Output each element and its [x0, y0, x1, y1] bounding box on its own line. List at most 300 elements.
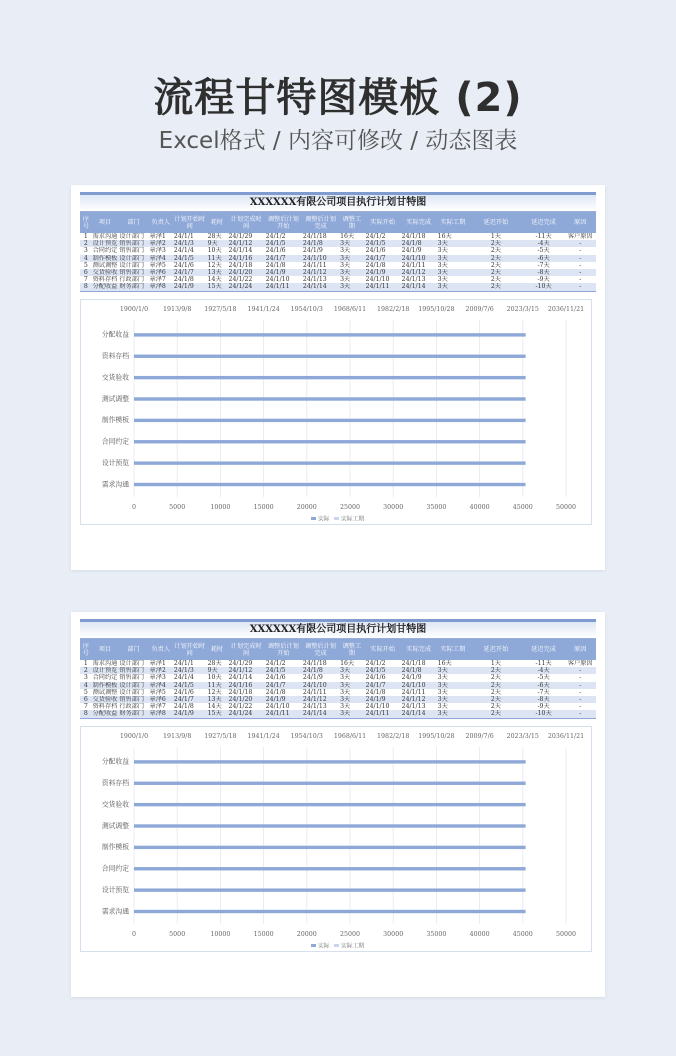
category-label: 交货验收	[101, 799, 129, 808]
table-cell: -4天	[523, 240, 565, 247]
table-cell: 7	[80, 703, 92, 710]
bar-actual	[134, 482, 525, 485]
table-cell: -11天	[523, 660, 565, 667]
table-row	[80, 233, 596, 240]
table-cell: 24/1/18	[302, 233, 339, 240]
table-cell: 章泽1	[149, 660, 173, 667]
table-cell: 24/1/8	[365, 262, 401, 269]
table-cell: 24/1/9	[265, 269, 302, 276]
table-cell: 交货验收	[92, 269, 118, 277]
table-cell: 章泽6	[149, 696, 173, 703]
bar-duration	[525, 888, 526, 891]
legend-label: 实际	[318, 943, 330, 949]
table-cell: 24/1/6	[173, 689, 207, 696]
column-header: 负责人	[149, 639, 173, 660]
category-label: 资料存档	[101, 778, 129, 787]
table-row	[80, 696, 596, 703]
table-cell: 12天	[207, 689, 228, 696]
bar-duration	[525, 333, 526, 336]
table-cell: -	[564, 283, 596, 291]
table-cell: 需求沟通	[92, 233, 118, 241]
table-cell: 24/1/10	[302, 682, 339, 689]
table-cell: 24/1/2	[365, 660, 401, 667]
top-axis-tick-label: 2036/11/21	[547, 305, 585, 313]
table-cell: 24/1/10	[401, 255, 437, 262]
category-label: 需求沟通	[101, 479, 129, 488]
table-cell: 24/1/13	[401, 276, 437, 283]
table-cell: -	[564, 689, 596, 696]
table-cell: 24/1/13	[401, 703, 437, 710]
table-cell: 24/1/24	[228, 283, 265, 291]
table-cell: 章泽7	[149, 276, 173, 283]
table-cell: -6天	[523, 682, 565, 689]
bottom-axis-tick-label: 40000	[469, 930, 490, 938]
column-header: 计划完成时间	[228, 212, 265, 233]
table-cell: 章泽8	[149, 710, 173, 718]
table-cell: 24/1/18	[228, 689, 265, 696]
table-cell: 2天	[469, 269, 522, 276]
category-label: 测试调整	[101, 394, 129, 403]
table-header-row	[80, 639, 596, 660]
table-cell: 交货验收	[92, 696, 118, 704]
table-cell: 3天	[339, 696, 365, 703]
column-header: 项目	[92, 212, 119, 233]
bottom-axis-tick-label: 50000	[555, 503, 577, 511]
table-cell: 24/1/8	[401, 667, 437, 674]
table-cell: -5天	[523, 674, 565, 681]
bottom-axis-tick-label: 40000	[469, 503, 490, 511]
table-cell: 章泽2	[149, 667, 173, 674]
table-cell: 24/1/16	[228, 682, 265, 689]
table-cell: 24/1/10	[265, 276, 302, 283]
bar-actual	[134, 824, 525, 827]
table-cell: 6	[80, 696, 92, 703]
table-cell: 24/1/8	[173, 276, 207, 283]
top-axis-tick-label: 1941/1/24	[247, 305, 280, 313]
table-cell: 24/1/13	[302, 276, 339, 283]
table-cell: -9天	[523, 703, 565, 710]
column-header: 延迟开始	[469, 212, 522, 233]
bottom-axis-tick-label: 20000	[296, 503, 317, 511]
table-cell: -	[564, 703, 596, 710]
table-cell: 24/1/12	[228, 667, 265, 674]
column-header: 计划完成时间	[228, 639, 265, 660]
table-cell: -	[564, 240, 596, 247]
table-cell: 24/1/18	[401, 660, 437, 667]
category-label: 分配收益	[101, 330, 129, 339]
category-label: 分配收益	[101, 757, 129, 766]
table-cell: 24/1/14	[302, 283, 339, 291]
column-header: 调整工期	[339, 639, 365, 660]
table-cell: 16天	[339, 233, 365, 240]
bar-actual	[134, 888, 525, 891]
spreadsheet-preview-1	[71, 185, 605, 570]
table-cell: 设计部门	[118, 689, 148, 696]
column-header: 实际完成	[401, 212, 437, 233]
table-cell: 24/1/12	[228, 240, 265, 247]
table-cell: 24/1/9	[401, 674, 437, 681]
column-header: 部门	[118, 212, 148, 233]
column-header: 调整后计划开始	[265, 639, 302, 660]
table-cell: 24/1/11	[302, 689, 339, 696]
top-axis-tick-label: 1913/9/8	[163, 732, 192, 740]
table-cell: 2天	[469, 689, 522, 696]
top-axis-tick-label: 1968/6/11	[333, 732, 367, 740]
bottom-axis-tick-label: 15000	[253, 503, 274, 511]
table-cell: 销售部门	[118, 240, 148, 247]
table-row	[80, 710, 596, 718]
table-cell: 3	[80, 247, 92, 254]
table-cell: 3天	[437, 276, 470, 283]
table-cell: 24/1/14	[401, 710, 437, 718]
table-cell: 24/1/22	[228, 703, 265, 710]
column-header: 延迟开始	[469, 639, 522, 660]
table-row	[80, 262, 596, 269]
table-cell: -	[564, 674, 596, 681]
table-cell: 13天	[207, 696, 228, 703]
table-cell: 24/1/4	[173, 247, 207, 254]
bottom-axis-tick-label: 0	[131, 930, 137, 938]
table-cell: -	[564, 667, 596, 674]
bar-duration	[525, 482, 526, 485]
bar-duration	[525, 375, 526, 378]
table-cell: 3天	[339, 682, 365, 689]
legend-label: 实际工期	[341, 516, 365, 522]
chart-legend	[311, 514, 364, 522]
bar-actual	[134, 375, 525, 378]
column-header: 计划开始时间	[173, 212, 207, 233]
table-cell: 3天	[339, 674, 365, 681]
table-cell: 销售部门	[118, 696, 148, 703]
table-cell: 3天	[437, 696, 470, 703]
table-cell: 章泽1	[149, 233, 173, 240]
table-cell: 24/1/7	[173, 269, 207, 276]
table-cell: 24/1/10	[302, 255, 339, 262]
bar-actual	[134, 440, 525, 443]
column-header: 部门	[118, 639, 148, 660]
sheet-content	[80, 192, 596, 525]
table-row	[80, 269, 596, 276]
table-cell: 24/1/9	[302, 247, 339, 254]
table-cell: 24/1/5	[365, 667, 401, 674]
bar-duration	[525, 440, 526, 443]
table-cell: 3天	[339, 689, 365, 696]
top-axis-tick-label: 1982/2/18	[377, 305, 410, 313]
column-header: 实际工期	[437, 639, 470, 660]
table-cell: 销售部门	[118, 667, 148, 674]
table-cell: -7天	[523, 262, 565, 269]
table-cell: 设计部门	[118, 660, 148, 667]
table-row	[80, 689, 596, 696]
table-cell: -	[564, 247, 596, 254]
column-header: 耗时	[207, 639, 228, 660]
column-header: 原因	[564, 639, 596, 660]
table-cell: 24/1/4	[173, 674, 207, 681]
table-cell: 3天	[339, 247, 365, 254]
table-cell: 测试调整	[92, 261, 118, 269]
legend-swatch	[311, 517, 316, 520]
table-cell: 24/1/11	[401, 689, 437, 696]
table-cell: 合同约定	[92, 674, 118, 682]
column-header: 计划开始时间	[173, 639, 207, 660]
table-cell: 客户原因	[564, 660, 596, 667]
table-cell: 销售部门	[118, 674, 148, 681]
top-axis-tick-label: 1982/2/18	[377, 732, 410, 740]
table-cell: 3天	[437, 674, 470, 681]
top-axis-tick-label: 1941/1/24	[247, 732, 280, 740]
table-cell: 24/1/5	[365, 240, 401, 247]
table-cell: 1	[80, 660, 92, 667]
table-cell: 24/1/8	[173, 703, 207, 710]
table-cell: 章泽8	[149, 283, 173, 291]
bottom-axis-tick-label: 45000	[512, 930, 533, 938]
table-row	[80, 247, 596, 254]
table-cell: 制作模板	[92, 681, 118, 689]
table-cell: 24/1/2	[265, 660, 302, 667]
top-axis-tick-label: 1900/1/0	[119, 305, 149, 313]
table-cell: 24/1/3	[173, 667, 207, 674]
table-cell: 1	[80, 233, 92, 240]
table-cell: 24/1/7	[365, 682, 401, 689]
table-cell: 销售部门	[118, 269, 148, 276]
table-row	[80, 276, 596, 283]
table-cell: 24/1/6	[173, 262, 207, 269]
column-header: 延迟完成	[523, 639, 565, 660]
table-row	[80, 703, 596, 710]
table-cell: 24/1/6	[365, 247, 401, 254]
column-header: 延迟完成	[523, 212, 565, 233]
table-cell: 章泽3	[149, 247, 173, 254]
chart-svg	[81, 300, 591, 524]
column-header: 调整后计划完成	[302, 639, 339, 660]
table-cell: 24/1/5	[173, 255, 207, 262]
table-cell: 设计部门	[118, 255, 148, 262]
table-cell: 24/1/6	[265, 674, 302, 681]
table-cell: 2天	[469, 276, 522, 283]
bottom-axis-tick-label: 35000	[426, 930, 447, 938]
bar-duration	[525, 418, 526, 421]
table-cell: 24/1/10	[365, 276, 401, 283]
gantt-chart	[80, 299, 592, 525]
table-cell: 24/1/9	[302, 674, 339, 681]
table-cell: 24/1/11	[401, 262, 437, 269]
category-label: 交货验收	[101, 372, 129, 381]
gantt-chart	[80, 726, 592, 952]
table-cell: -	[564, 255, 596, 262]
table-cell: 9天	[207, 240, 228, 247]
category-label: 需求沟通	[101, 906, 129, 915]
table-cell: 16天	[437, 660, 470, 667]
category-label: 设计预览	[101, 458, 129, 467]
table-cell: 3天	[437, 703, 470, 710]
bar-actual	[134, 418, 525, 421]
table-cell: -	[564, 276, 596, 283]
table-cell: 1天	[469, 233, 522, 240]
table-cell: 2天	[469, 255, 522, 262]
table-cell: 24/1/18	[228, 262, 265, 269]
table-cell: 24/1/8	[302, 240, 339, 247]
table-row	[80, 682, 596, 689]
table-row	[80, 667, 596, 674]
table-cell: 设计部门	[118, 262, 148, 269]
table-cell: -4天	[523, 667, 565, 674]
gantt-table	[80, 639, 596, 719]
spreadsheet-preview-2	[71, 612, 605, 997]
table-cell: 28天	[207, 660, 228, 667]
table-cell: 3天	[437, 283, 470, 291]
legend-swatch	[311, 944, 316, 947]
bar-actual	[134, 397, 525, 400]
table-cell: 3天	[339, 276, 365, 283]
table-cell: 2天	[469, 667, 522, 674]
column-header: 序号	[80, 639, 92, 660]
bar-duration	[525, 845, 526, 848]
table-cell: 3天	[339, 240, 365, 247]
table-cell: 24/1/20	[228, 269, 265, 276]
table-cell: 11天	[207, 255, 228, 262]
table-cell: 3天	[339, 255, 365, 262]
table-cell: 24/1/12	[302, 269, 339, 276]
category-label: 测试调整	[101, 821, 129, 830]
table-cell: 24/1/1	[173, 660, 207, 667]
table-cell: 3天	[437, 689, 470, 696]
table-cell: -11天	[523, 233, 565, 240]
column-header: 调整后计划完成	[302, 212, 339, 233]
table-cell: 8	[80, 283, 92, 291]
bottom-axis-tick-label: 10000	[210, 930, 231, 938]
table-cell: 24/1/7	[265, 255, 302, 262]
column-header: 项目	[92, 639, 119, 660]
table-cell: 行政部门	[118, 276, 148, 283]
table-cell: 24/1/5	[173, 682, 207, 689]
table-cell: 24/1/11	[365, 710, 401, 718]
table-cell: 24/1/7	[265, 682, 302, 689]
bottom-axis-tick-label: 50000	[555, 930, 577, 938]
table-cell: 2天	[469, 682, 522, 689]
table-cell: 合同约定	[92, 247, 118, 255]
table-cell: 24/1/8	[302, 667, 339, 674]
table-cell: 设计预览	[92, 667, 118, 675]
table-cell: 1天	[469, 660, 522, 667]
table-cell: 24/1/11	[302, 262, 339, 269]
table-cell: 24/1/6	[265, 247, 302, 254]
bar-duration	[525, 397, 526, 400]
table-cell: 24/1/9	[401, 247, 437, 254]
bottom-axis-tick-label: 5000	[169, 930, 186, 938]
bottom-axis-tick-label: 30000	[383, 503, 404, 511]
table-cell: -	[564, 269, 596, 276]
chart-legend	[311, 941, 364, 949]
table-cell: 6	[80, 269, 92, 276]
bottom-axis-tick-label: 15000	[253, 930, 274, 938]
table-cell: 资料存档	[92, 276, 118, 284]
table-cell: 2天	[469, 703, 522, 710]
bar-actual	[134, 333, 525, 336]
table-cell: 行政部门	[118, 703, 148, 710]
table-cell: 资料存档	[92, 703, 118, 711]
table-cell: 24/1/9	[173, 283, 207, 291]
table-cell: 3天	[339, 269, 365, 276]
bottom-axis-tick-label: 45000	[512, 503, 533, 511]
column-header: 耗时	[207, 212, 228, 233]
bar-duration	[525, 461, 526, 464]
sheet-title: XXXXXX有限公司项目执行计划甘特图	[80, 195, 596, 212]
bottom-axis-tick-label: 35000	[426, 503, 447, 511]
table-cell: 章泽7	[149, 703, 173, 710]
table-cell: 24/1/11	[265, 710, 302, 718]
legend-label: 实际	[318, 516, 330, 522]
bar-duration	[525, 802, 526, 805]
table-cell: 7	[80, 276, 92, 283]
table-cell: 24/1/2	[265, 233, 302, 240]
table-cell: 12天	[207, 262, 228, 269]
table-cell: 2天	[469, 262, 522, 269]
table-cell: 财务部门	[118, 710, 148, 718]
legend-swatch	[334, 517, 339, 520]
column-header: 负责人	[149, 212, 173, 233]
table-cell: 24/1/5	[265, 240, 302, 247]
top-axis-tick-label: 2009/7/6	[465, 305, 494, 313]
table-cell: -5天	[523, 247, 565, 254]
table-cell: 2天	[469, 696, 522, 703]
bottom-axis-tick-label: 30000	[383, 930, 404, 938]
table-cell: 24/1/12	[401, 269, 437, 276]
table-cell: 3天	[437, 247, 470, 254]
table-cell: 设计部门	[118, 682, 148, 689]
table-cell: 3天	[437, 682, 470, 689]
table-cell: 24/1/6	[365, 674, 401, 681]
table-row	[80, 255, 596, 262]
category-label: 设计预览	[101, 885, 129, 894]
table-cell: 3天	[339, 710, 365, 718]
table-cell: 24/1/29	[228, 660, 265, 667]
table-cell: 章泽5	[149, 262, 173, 269]
table-cell: 24/1/13	[302, 703, 339, 710]
column-header: 实际完成	[401, 639, 437, 660]
table-cell: 章泽4	[149, 682, 173, 689]
table-cell: 4	[80, 682, 92, 689]
table-cell: 2天	[469, 247, 522, 254]
table-cell: -10天	[523, 283, 565, 291]
table-cell: 需求沟通	[92, 660, 118, 668]
category-label: 合同约定	[101, 864, 129, 873]
table-cell: 24/1/2	[365, 233, 401, 240]
table-cell: 2天	[469, 674, 522, 681]
table-cell: 24/1/8	[265, 262, 302, 269]
table-cell: 15天	[207, 710, 228, 718]
table-cell: 4	[80, 255, 92, 262]
top-axis-tick-label: 1927/5/18	[204, 305, 237, 313]
table-cell: 3天	[437, 269, 470, 276]
table-cell: 16天	[339, 660, 365, 667]
table-cell: 24/1/8	[365, 689, 401, 696]
column-header: 实际开始	[365, 639, 401, 660]
table-cell: 24/1/24	[228, 710, 265, 718]
column-header: 调整后计划开始	[265, 212, 302, 233]
table-row	[80, 674, 596, 681]
sheet-content	[80, 619, 596, 952]
bottom-axis-tick-label: 25000	[339, 503, 361, 511]
table-cell: 24/1/14	[228, 674, 265, 681]
column-header: 实际开始	[365, 212, 401, 233]
table-cell: 5	[80, 262, 92, 269]
table-cell: 24/1/10	[401, 682, 437, 689]
table-cell: 3	[80, 674, 92, 681]
table-cell: 24/1/10	[365, 703, 401, 710]
category-label: 制作模板	[101, 415, 129, 424]
table-cell: -	[564, 262, 596, 269]
table-cell: 销售部门	[118, 247, 148, 254]
